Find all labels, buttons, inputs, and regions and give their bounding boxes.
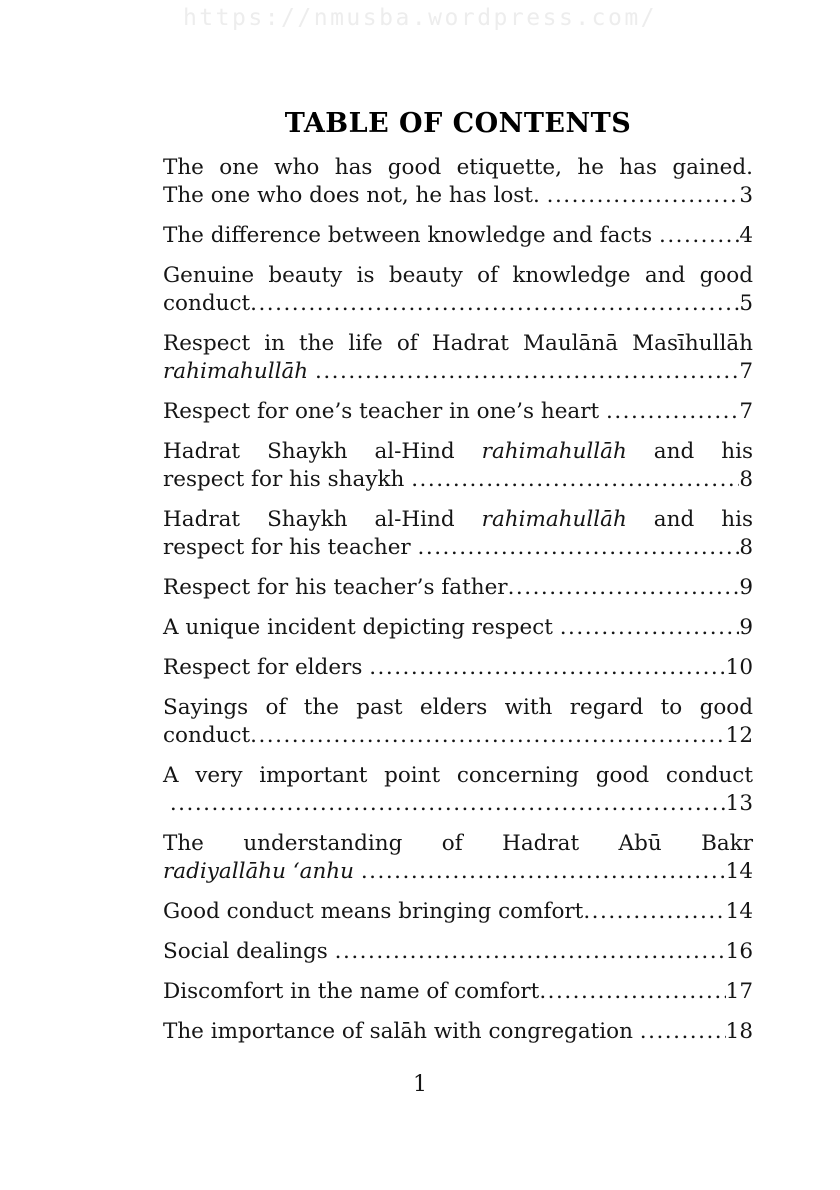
- toc-entry-title: [163, 722, 250, 750]
- toc-entry-title: [163, 222, 659, 250]
- toc-entry: [163, 614, 753, 642]
- entry-text-segment: [308, 359, 315, 384]
- entry-text-segment: A very important point concerning good conduct: [163, 763, 753, 789]
- toc-entry-page-number: 8: [739, 535, 753, 561]
- toc-entry-last-line: [163, 222, 753, 250]
- toc-entry: [163, 830, 753, 886]
- entry-text-segment: Hadrat Shaykh al-Hind: [163, 507, 482, 533]
- toc-entry-last-line: [163, 574, 753, 602]
- toc-entry-last-line: [163, 898, 753, 926]
- toc-entry-line: [163, 506, 753, 534]
- toc-entry-last-line: [163, 654, 753, 682]
- toc-entry-title: [163, 1018, 640, 1046]
- toc-entry: [163, 762, 753, 818]
- toc-entry-title: [163, 358, 315, 386]
- entry-text-segment: The understanding of Hadrat Abū Bakr: [163, 831, 753, 857]
- entry-text-segment: A unique incident depicting respect: [163, 615, 560, 641]
- toc-entry-page-number: 12: [725, 723, 753, 749]
- toc-entry-line: [163, 762, 753, 790]
- toc-entry-last-line: [163, 790, 753, 818]
- entry-text-segment: respect for his teacher: [163, 535, 418, 561]
- dot-leader: [659, 222, 739, 250]
- toc-entry: [163, 330, 753, 386]
- toc-entry-title: [163, 654, 369, 682]
- entry-text-segment: Respect for elders: [163, 655, 370, 681]
- entry-text-segment: The importance of salāh with congregation: [163, 1019, 640, 1045]
- toc-entry-title: [163, 534, 418, 562]
- document-page-content: [163, 108, 753, 1058]
- toc-title: TABLE OF CONTENTS: [284, 108, 632, 139]
- toc-entry-title: [163, 182, 547, 210]
- toc-entry: [163, 978, 753, 1006]
- toc-entry: [163, 506, 753, 562]
- toc-entry-page-number: 14: [725, 859, 753, 885]
- page-number: 1: [413, 1072, 427, 1097]
- toc-entry-last-line: [163, 722, 753, 750]
- toc-entry-line: [163, 262, 753, 290]
- watermark-url: https://nmusba.wordpress.com/: [182, 5, 658, 31]
- toc-entry-page-number: 10: [725, 655, 753, 681]
- toc-entry-title: [163, 614, 560, 642]
- entry-text-segment: Respect in the life of Hadrat Maulānā Masīhullāh: [163, 331, 753, 357]
- dot-leader: [583, 898, 725, 926]
- toc-entry: [163, 438, 753, 494]
- toc-entry: [163, 898, 753, 926]
- toc-entry-line: [163, 154, 753, 182]
- toc-entry-page-number: 8: [739, 467, 753, 493]
- toc-entry-last-line: [163, 614, 753, 642]
- toc-entry-last-line: [163, 978, 753, 1006]
- transliteration-italic: radiyallāhu ‘anhu: [163, 859, 361, 885]
- dot-leader: [411, 466, 739, 494]
- entry-text-segment: The one who has good etiquette, he has gained.: [163, 155, 753, 181]
- toc-entry: [163, 694, 753, 750]
- toc-entry-title: [163, 398, 606, 426]
- toc-entry-page-number: 9: [739, 575, 753, 601]
- toc-entry-last-line: [163, 858, 753, 886]
- toc-entry: [163, 398, 753, 426]
- dot-leader: [560, 614, 740, 642]
- entry-text-segment: The one who does not, he has lost.: [163, 183, 547, 209]
- toc-entry-page-number: 7: [739, 399, 753, 425]
- transliteration-italic: rahimahullāh: [481, 507, 627, 533]
- dot-leader: [170, 790, 726, 818]
- dot-leader: [361, 858, 726, 886]
- entry-text-segment: conduct: [163, 291, 251, 317]
- dot-leader: [539, 978, 725, 1006]
- toc-entry-page-number: 5: [739, 291, 753, 317]
- toc-entry-page-number: 14: [725, 899, 753, 925]
- toc-entry-last-line: [163, 182, 753, 210]
- entry-text-segment: and his: [626, 439, 753, 465]
- toc-entry: [163, 262, 753, 318]
- dot-leader: [418, 534, 740, 562]
- toc-entry-last-line: [163, 534, 753, 562]
- entry-text-segment: conduct: [163, 723, 251, 749]
- dot-leader: [369, 654, 725, 682]
- toc-entry-page-number: 13: [725, 791, 753, 817]
- dot-leader: [335, 938, 726, 966]
- entry-text-segment: Social dealings: [163, 939, 335, 965]
- toc-entry-page-number: 9: [739, 615, 753, 641]
- toc-entry-title: [163, 466, 411, 494]
- toc-entry-title: [163, 858, 361, 886]
- entry-text-segment: Sayings of the past elders with regard to good: [163, 695, 753, 721]
- entry-text-segment: Good conduct means bringing comfort: [163, 899, 584, 925]
- toc-entry-page-number: 18: [725, 1019, 753, 1045]
- toc-entry-page-number: 4: [739, 223, 753, 249]
- toc-entry-last-line: [163, 398, 753, 426]
- toc-entry: [163, 1018, 753, 1046]
- entry-text-segment: Respect for his teacher’s father: [163, 575, 508, 601]
- dot-leader: [606, 398, 739, 426]
- toc-entry-line: [163, 694, 753, 722]
- toc-entry: [163, 574, 753, 602]
- entry-text-segment: Discomfort in the name of comfort: [163, 979, 540, 1005]
- transliteration-italic: rahimahullāh: [163, 359, 309, 385]
- toc-entry-page-number: 17: [725, 979, 753, 1005]
- toc-entry-line: [163, 830, 753, 858]
- toc-entry: [163, 154, 753, 210]
- entry-text-segment: Respect for one’s teacher in one’s heart: [163, 399, 606, 425]
- toc-entry-line: [163, 438, 753, 466]
- toc-entry-title: [163, 574, 508, 602]
- entry-text-segment: respect for his shaykh: [163, 467, 412, 493]
- entry-text-segment: Genuine beauty is beauty of knowledge and good: [163, 263, 753, 289]
- toc-entry-last-line: [163, 1018, 753, 1046]
- dot-leader: [250, 722, 726, 750]
- entry-text-segment: [163, 791, 170, 816]
- dot-leader: [250, 290, 739, 318]
- transliteration-italic: rahimahullāh: [481, 439, 627, 465]
- toc-entry-title: [163, 898, 583, 926]
- toc-entry-title: [163, 938, 335, 966]
- toc-list: [163, 154, 753, 1046]
- toc-entry-title: [163, 978, 539, 1006]
- dot-leader: [547, 182, 740, 210]
- toc-entry-title: [163, 790, 170, 818]
- toc-entry: [163, 222, 753, 250]
- dot-leader: [640, 1018, 726, 1046]
- toc-entry-line: [163, 330, 753, 358]
- toc-entry-last-line: [163, 466, 753, 494]
- dot-leader: [508, 574, 740, 602]
- toc-entry-page-number: 16: [725, 939, 753, 965]
- dot-leader: [315, 358, 739, 386]
- toc-entry-title: [163, 290, 250, 318]
- toc-entry-page-number: 7: [739, 359, 753, 385]
- toc-entry-last-line: [163, 290, 753, 318]
- toc-entry: [163, 654, 753, 682]
- entry-text-segment: The difference between knowledge and facts: [163, 223, 659, 249]
- toc-entry-page-number: 3: [739, 183, 753, 209]
- toc-entry-last-line: [163, 358, 753, 386]
- entry-text-segment: Hadrat Shaykh al-Hind: [163, 439, 482, 465]
- toc-entry-last-line: [163, 938, 753, 966]
- entry-text-segment: and his: [626, 507, 753, 533]
- toc-entry: [163, 938, 753, 966]
